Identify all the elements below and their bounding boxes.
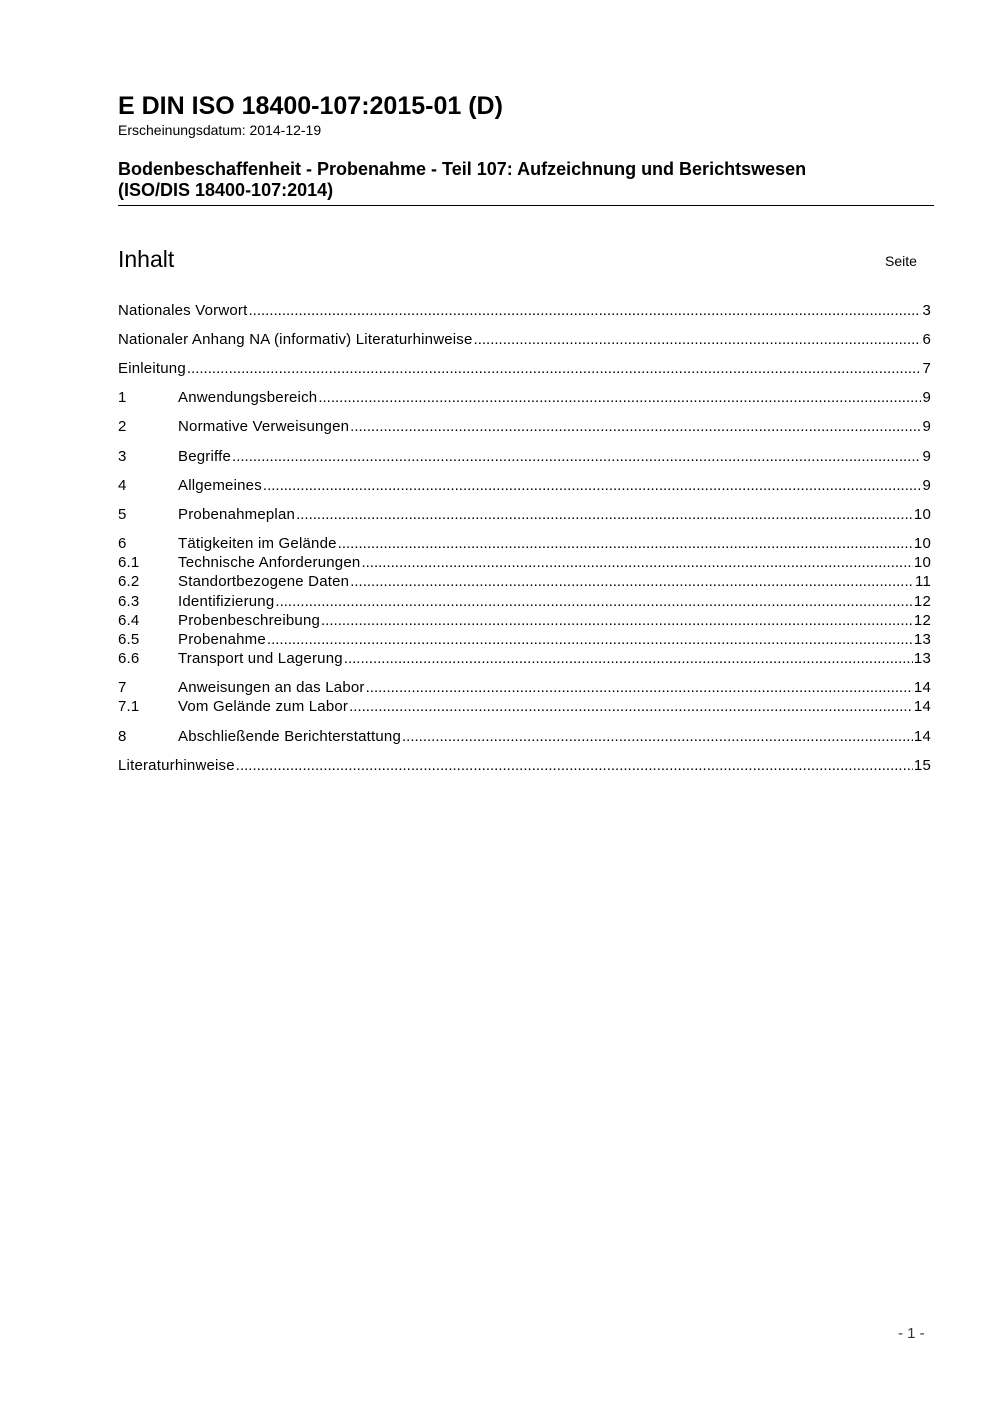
toc-entry-page: 14 — [913, 679, 931, 696]
subtitle-line-2: (ISO/DIS 18400-107:2014) — [118, 180, 334, 200]
toc-dot-leader — [275, 592, 913, 611]
toc-entry-page: 9 — [922, 418, 931, 435]
toc-entry-page: 6 — [922, 331, 931, 348]
toc-page-column-label: Seite — [885, 253, 917, 269]
toc-entry-title: Anweisungen an das Labor — [178, 679, 365, 696]
toc-entry-number: 6 — [118, 535, 127, 552]
toc-entry-section-8[interactable] — [118, 727, 931, 746]
toc-entry-nationaler-anhang[interactable] — [118, 330, 931, 349]
toc-dot-leader — [474, 330, 922, 349]
toc-entry-nationales-vorwort[interactable] — [118, 301, 931, 320]
toc-entry-section-7[interactable] — [118, 678, 931, 697]
toc-entry-title: Abschließende Berichterstattung — [178, 728, 401, 745]
toc-entry-number: 2 — [118, 418, 127, 435]
toc-entry-einleitung[interactable] — [118, 359, 931, 378]
toc-dot-leader — [267, 630, 913, 649]
toc-entry-page: 13 — [913, 650, 931, 667]
toc-dot-leader — [236, 756, 913, 775]
toc-entry-section-5[interactable] — [118, 505, 931, 524]
page-number: - 1 - — [898, 1325, 925, 1342]
toc-dot-leader — [321, 611, 913, 630]
toc-entry-section-6-2[interactable] — [118, 572, 931, 591]
toc-entry-page: 13 — [913, 631, 931, 648]
toc-entry-number: 6.3 — [118, 593, 140, 610]
toc-entry-section-6-5[interactable] — [118, 630, 931, 649]
toc-entry-section-4[interactable] — [118, 476, 931, 495]
toc-entry-title: Transport und Lagerung — [178, 650, 343, 667]
toc-entry-number: 1 — [118, 389, 127, 406]
toc-dot-leader — [318, 388, 921, 407]
toc-entry-page: 7 — [922, 360, 931, 377]
header-divider — [118, 205, 934, 206]
toc-entry-title: Probenahme — [178, 631, 266, 648]
toc-entry-page: 3 — [922, 302, 931, 319]
toc-entry-number: 7 — [118, 679, 127, 696]
toc-entry-number: 6.4 — [118, 612, 140, 629]
toc-entry-page: 9 — [922, 448, 931, 465]
toc-entry-page: 15 — [913, 757, 931, 774]
toc-entry-number: 7.1 — [118, 698, 140, 715]
document-id-title: E DIN ISO 18400-107:2015-01 (D) — [118, 92, 503, 120]
toc-entry-title: Begriffe — [178, 448, 232, 465]
toc-entry-literaturhinweise[interactable] — [118, 756, 931, 775]
toc-entry-title: Nationales Vorwort — [118, 302, 248, 319]
toc-entry-title: Standortbezogene Daten — [178, 573, 350, 590]
toc-dot-leader — [350, 417, 921, 436]
toc-entry-number: 8 — [118, 728, 127, 745]
toc-entry-number: 6.6 — [118, 650, 140, 667]
toc-dot-leader — [187, 359, 922, 378]
toc-dot-leader — [349, 697, 913, 716]
toc-entry-page: 10 — [913, 506, 931, 523]
toc-entry-number: 3 — [118, 448, 127, 465]
toc-entry-section-6-4[interactable] — [118, 611, 931, 630]
toc-entry-page: 14 — [913, 728, 931, 745]
toc-entry-title: Vom Gelände zum Labor — [178, 698, 349, 715]
toc-entry-page: 9 — [922, 389, 931, 406]
toc-dot-leader — [296, 505, 913, 524]
toc-entry-title: Technische Anforderungen — [178, 554, 361, 571]
toc-entry-page: 9 — [922, 477, 931, 494]
toc-entry-section-6-1[interactable] — [118, 553, 931, 572]
publication-date: Erscheinungsdatum: 2014-12-19 — [118, 122, 322, 138]
toc-entry-page: 14 — [913, 698, 931, 715]
toc-dot-leader — [402, 727, 913, 746]
toc-entry-title: Nationaler Anhang NA (informativ) Literaturhinweise — [118, 331, 473, 348]
toc-dot-leader — [263, 476, 922, 495]
toc-entry-section-2[interactable] — [118, 417, 931, 436]
toc-dot-leader — [366, 678, 913, 697]
toc-entry-title: Anwendungsbereich — [178, 389, 318, 406]
subtitle-line-1: Bodenbeschaffenheit - Probenahme - Teil 107: Aufzeichnung und Berichtswesen — [118, 159, 807, 179]
toc-entry-number: 5 — [118, 506, 127, 523]
toc-entry-title: Literaturhinweise — [118, 757, 235, 774]
toc-entry-section-6-6[interactable] — [118, 649, 931, 668]
toc-entry-title: Identifizierung — [178, 593, 275, 610]
toc-dot-leader — [344, 649, 913, 668]
toc-dot-leader — [338, 534, 913, 553]
toc-entry-section-6-3[interactable] — [118, 592, 931, 611]
toc-entry-section-3[interactable] — [118, 447, 931, 466]
toc-entry-page: 10 — [913, 554, 931, 571]
toc-entry-section-7-1[interactable] — [118, 697, 931, 716]
toc-dot-leader — [361, 553, 912, 572]
toc-entry-number: 6.5 — [118, 631, 140, 648]
toc-entry-page: 11 — [915, 573, 931, 590]
toc-dot-leader — [249, 301, 922, 320]
toc-entry-number: 6.2 — [118, 573, 140, 590]
toc-entry-number: 4 — [118, 477, 127, 494]
toc-entry-title: Probenahmeplan — [178, 506, 296, 523]
toc-entry-page: 10 — [913, 535, 931, 552]
toc-entry-title: Probenbeschreibung — [178, 612, 321, 629]
toc-entry-title: Einleitung — [118, 360, 186, 377]
toc-entry-page: 12 — [913, 612, 931, 629]
toc-heading: Inhalt — [118, 246, 175, 272]
toc-entry-section-6[interactable] — [118, 534, 931, 553]
toc-entry-title: Allgemeines — [178, 477, 262, 494]
toc-dot-leader — [232, 447, 921, 466]
toc-entry-page: 12 — [913, 593, 931, 610]
toc-entry-section-1[interactable] — [118, 388, 931, 407]
document-subtitle — [118, 159, 918, 201]
toc-entry-title: Normative Verweisungen — [178, 418, 350, 435]
toc-entry-number: 6.1 — [118, 554, 140, 571]
toc-entry-title: Tätigkeiten im Gelände — [178, 535, 337, 552]
toc-dot-leader — [350, 572, 914, 591]
